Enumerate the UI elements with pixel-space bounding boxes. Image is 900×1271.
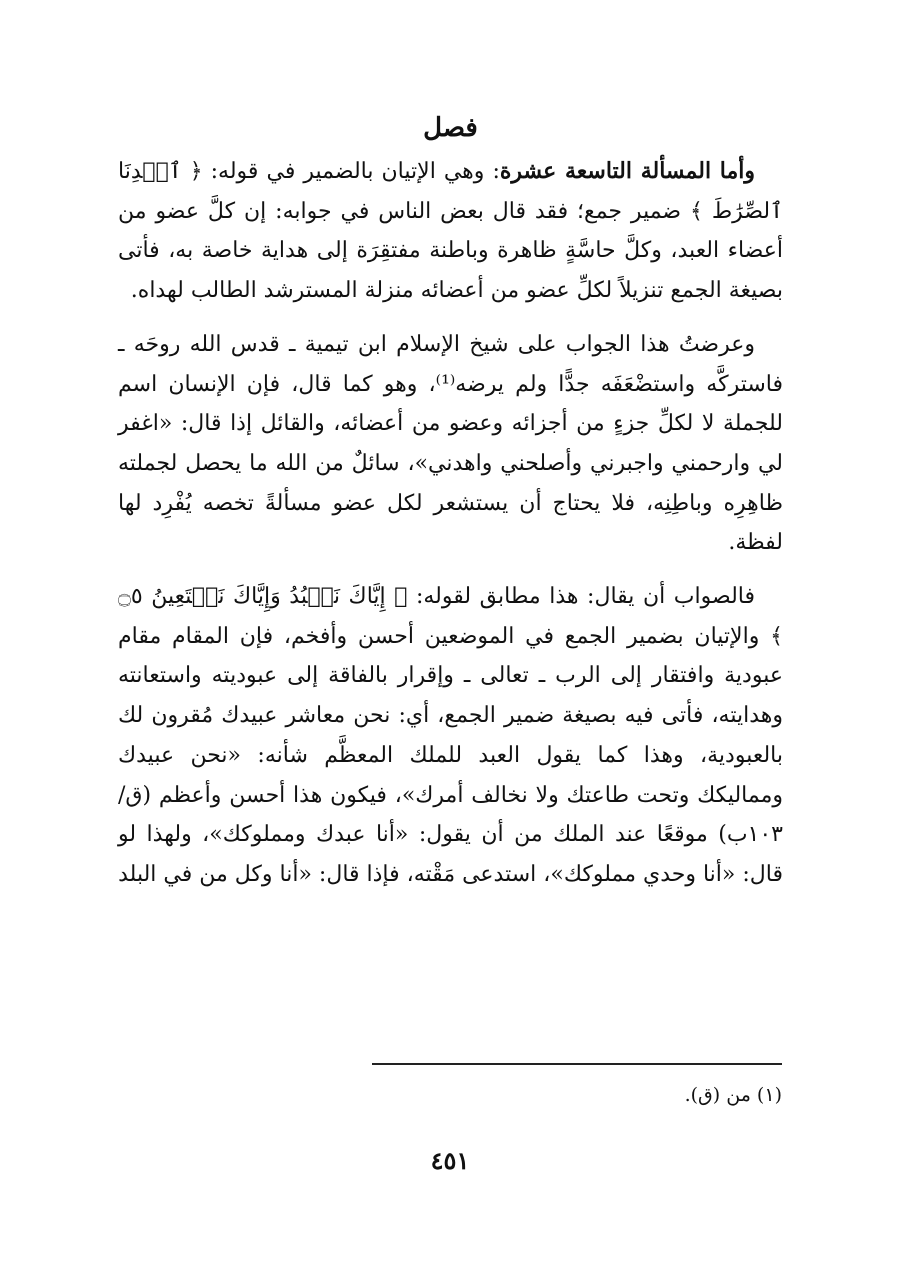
section-heading: فصل (423, 113, 478, 143)
paragraph-2: وعرضتُ هذا الجواب على شيخ الإسلام ابن تيمية ـ قدس الله روحَه ـ فاستركَّه واستضْعَفَه جدًّا ولم يرضه⁽¹⁾، وهو كما قال، فإن الإنسان اسم للجملة لا لكلِّ جزءٍ من أجزائه وعضو من أعضائه، والقائل إذا قال: «اغفر لي وارحمني واجبرني وأصلحني واهدني»، سائلٌ من الله ما يحصل لجملته ظاهِرِه وباطِنِه، فلا يحتاج أن يستشعر لكل عضو مسألةً تخصه يُفْرِد لها لفظة. (118, 331, 783, 556)
page-number: ٤٥١ (430, 1146, 470, 1175)
page-body (118, 108, 783, 895)
footnote: (١) من (ق). (684, 1084, 782, 1106)
paragraph-3: فالصواب أن يقال: هذا مطابق لقوله: ﴿ إِيَّاكَ نَعۡبُدُ وَإِيَّاكَ نَسۡتَعِينُ ۝٥ ﴾ والإتيان بضمير الجمع في الموضعين أحسن وأفخم، فإن المقام مقام عبودية وافتقار إلى الرب ـ تعالى ـ وإقرار بالفاقة إلى عبوديته واستعانته وهدايته، فأتى فيه بصيغة ضمير الجمع، أي: نحن معاشر عبيدك مُقرون لك بالعبودية، وهذا كما يقول العبد للملك المعظَّم شأنه: «نحن عبيدك ومماليكك وتحت طاعتك ولا نخالف أمرك»، فيكون هذا أحسن وأعظم (ق/١٠٣ب) موقعًا عند الملك من أن يقول: «أنا عبدك ومملوكك»، ولهذا لو قال: «أنا وحدي مملوكك»، استدعى مَقْته، فإذا قال: «أنا وكل من في البلد (118, 584, 783, 887)
paragraph-1 (118, 152, 783, 311)
paragraph-1-text: : وهي الإتيان بالضمير في قوله: ﴿ ٱهۡدِنَا ٱلصِّرَٰطَ ﴾ ضمير جمع؛ فقد قال بعض الناس في جوابه: إن كلَّ عضو من أعضاء العبد، وكلَّ حاسَّةٍ ظاهرة وباطنة مفتقِرَة إلى هداية خاصة به، فأتى بصيغة الجمع تنزيلاً لكلِّ عضو من أعضائه منزلة المسترشد الطالب لهداه. (118, 159, 783, 304)
footnote-divider (372, 1063, 782, 1065)
paragraph-1-lead: وأما المسألة التاسعة عشرة (499, 158, 756, 184)
